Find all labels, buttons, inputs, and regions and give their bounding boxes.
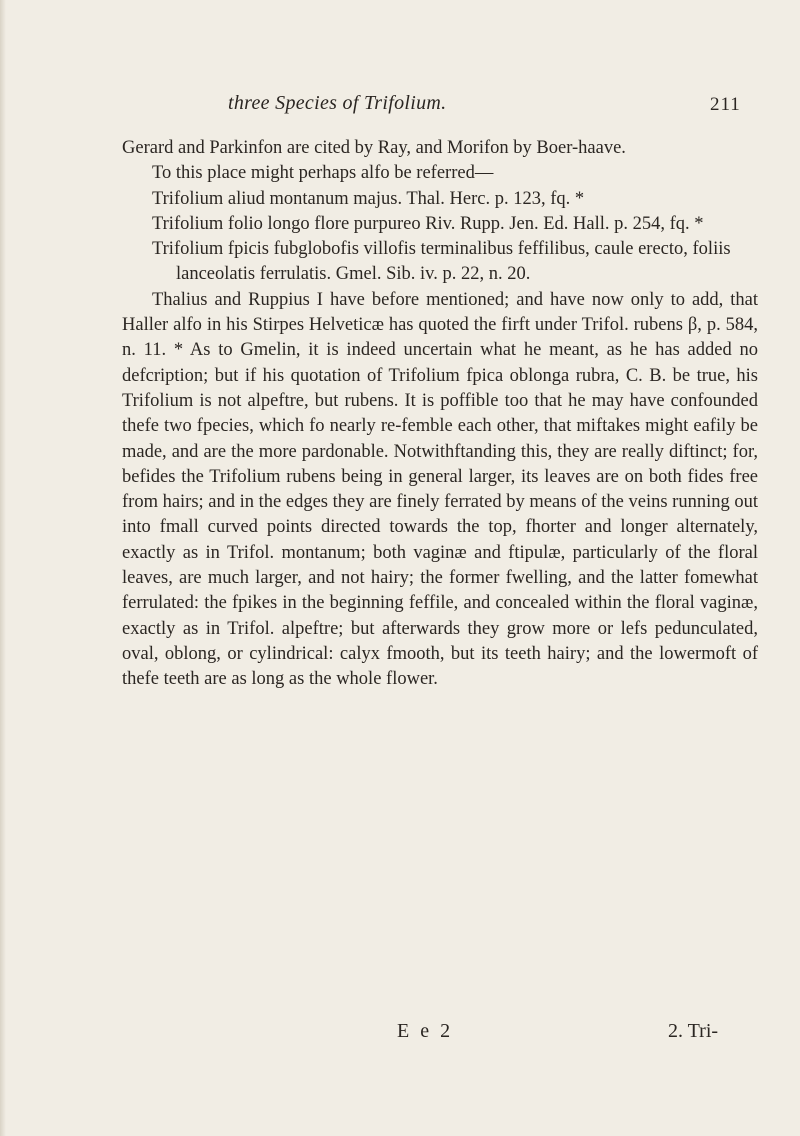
running-title: three Species of Trifolium. <box>228 92 447 114</box>
running-head <box>0 92 800 122</box>
signature-mark: E e 2 <box>397 1020 454 1042</box>
body-text <box>122 136 758 693</box>
page-number: 211 <box>710 94 741 115</box>
paragraph-1: Gerard and Parkinfon are cited by Ray, and Morifon by Boer-haave. <box>122 138 626 158</box>
citation-2: Trifolium folio longo flore purpureo Riv. Rupp. Jen. Ed. Hall. p. 254, fq. * <box>152 213 704 234</box>
binding-edge <box>0 0 6 1136</box>
paragraph-3: Thalius and Ruppius I have before mentioned; and have now only to add, that Haller alfo in his Stirpes Helveticæ has quoted the firft under Trifol. rubens β, p. 584, n. 11. * As to Gmelin, it is indeed uncertain what he meant, as he has added no defcription; but if his quotation of Trifolium fpica oblonga rubra, C. B. be true, his Trifolium is not alpeftre, but rubens. It is poffible too that he may have confounded thefe two fpecies, which fo nearly re-femble each other, that miftakes might eafily be made, and are the more pardonable. Notwithftanding this, they are really diftinct; for, befides the Trifolium rubens being in general larger, its leaves are on both fides free from hairs; and in the edges they are finely ferrated by means of the veins running out into fmall curved points directed towards the top, fhorter and longer alternately, exactly as in Trifol. montanum; both vaginæ and ftipulæ, particularly of the floral leaves, are much larger, and not hairy; the former fwelling, and the latter fomewhat ferrulated: the fpikes in the beginning feffile, and concealed within the floral vaginæ, exactly as in Trifol. alpeftre; but afterwards they grow more or lefs pedunculated, oval, oblong, or cylindrical: calyx fmooth, but its teeth hairy; and the lowermoft of thefe teeth are as long as the whole flower. <box>122 289 758 690</box>
citation-1: Trifolium aliud montanum majus. Thal. Herc. p. 123, fq. * <box>152 188 585 209</box>
citation-list <box>122 187 758 288</box>
page-footer <box>0 1020 800 1050</box>
catchword: 2. Tri- <box>668 1020 719 1042</box>
citation-3: Trifolium fpicis fubglobofis villofis terminalibus feffilibus, caule erecto, foliis lanceolatis ferrulatis. Gmel. Sib. iv. p. 22, n. 20. <box>152 239 731 285</box>
paragraph-2: To this place might perhaps alfo be referred— <box>152 163 494 184</box>
